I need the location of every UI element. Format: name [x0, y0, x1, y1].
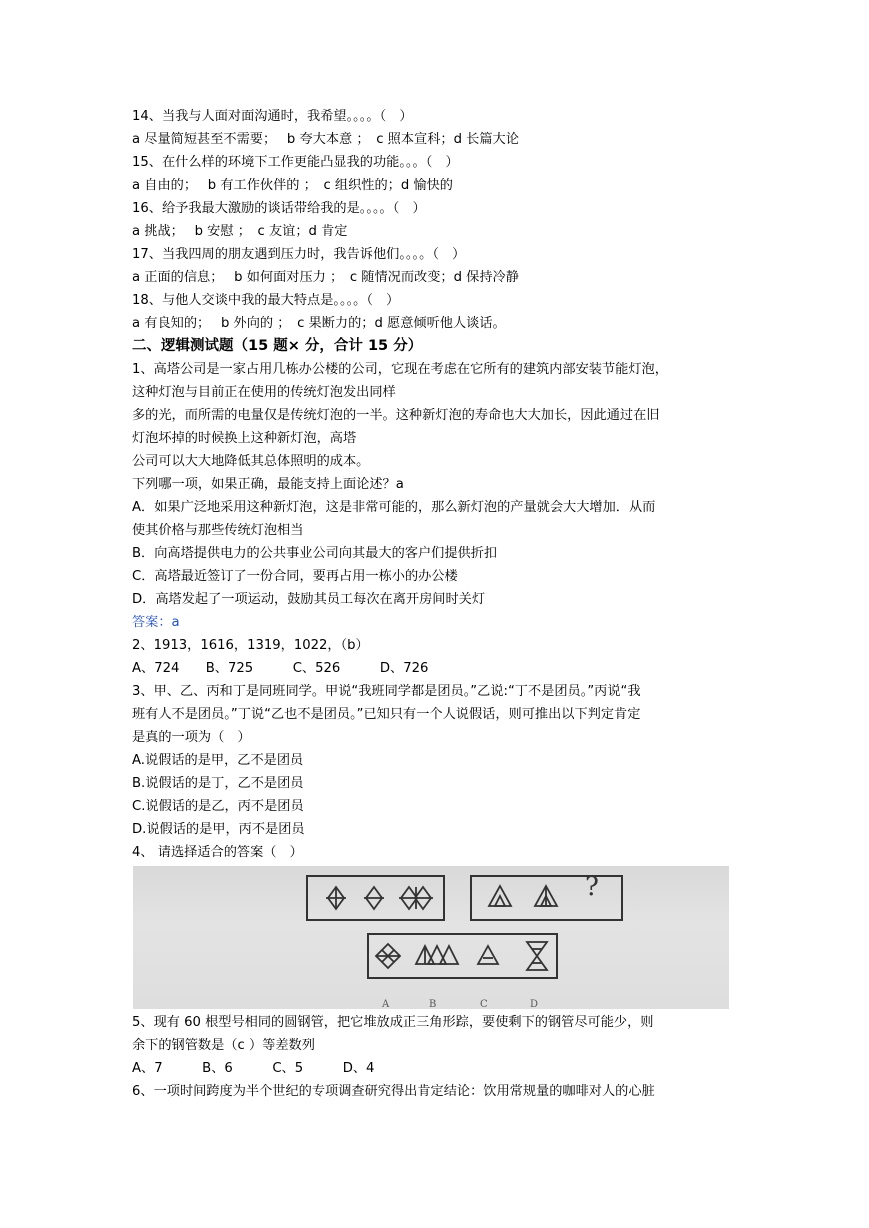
logic-q1-text: 灯泡坏掉的时候换上这种新灯泡，高塔 — [132, 431, 357, 446]
logic-q1-option-a: A．如果广泛地采用这种新灯泡，这是非常可能的，那么新灯泡的产量就会大大增加．从而 — [132, 500, 656, 515]
question-16: 16、给予我最大激励的谈话带给我的是。。。。（ ） — [132, 201, 426, 216]
logic-q3-text: 3、甲、乙、丙和丁是同班同学。甲说“我班同学都是团员。”乙说:“丁不是团员。”丙说“我 — [132, 684, 641, 699]
logic-q3-text: 班有人不是团员。”丁说“乙也不是团员。”已知只有一个人说假话，则可推出以下判定肯定 — [132, 707, 641, 722]
logic-q1-text: 这种灯泡与目前正在使用的传统灯泡发出同样 — [132, 385, 396, 400]
logic-q2: 2、1913，1616，1319，1022，（b） — [132, 638, 369, 653]
logic-q1-text: 多的光，而所需的电量仅是传统灯泡的一半。这种新灯泡的寿命也大大加长，因此通过在旧 — [132, 408, 660, 423]
question-18: 18、与他人交谈中我的最大特点是。。。。（ ） — [132, 293, 400, 308]
puzzle-option-label: B — [429, 999, 437, 1009]
logic-q4: 4、 请选择适合的答案（ ） — [132, 845, 303, 860]
document-page — [132, 105, 742, 1103]
question-15: 15、在什么样的环境下工作更能凸显我的功能。。。（ ） — [132, 155, 459, 170]
logic-q3-option-c: C.说假话的是乙，丙不是团员 — [132, 799, 304, 814]
logic-q1-answer: 答案：a — [132, 615, 180, 630]
logic-q5-options: A、7 B、6 C、5 D、4 — [132, 1061, 375, 1076]
logic-q5-text: 5、现有 60 根型号相同的圆钢管，把它堆放成正三角形踪，要使剩下的钢管尽可能少，则 — [132, 1015, 654, 1030]
pattern-puzzle-figure — [133, 866, 729, 1009]
logic-q3-option-a: A.说假话的是甲，乙不是团员 — [132, 753, 304, 768]
question-17: 17、当我四周的朋友遇到压力时，我告诉他们。。。。（ ） — [132, 247, 466, 262]
logic-q1-option-a: 使其价格与那些传统灯泡相当 — [132, 523, 304, 538]
section-heading-logic: 二、逻辑测试题（15 题× 分，合计 15 分） — [132, 338, 423, 354]
logic-q1-text: 公司可以大大地降低其总体照明的成本。 — [132, 454, 370, 469]
logic-q1-text: 1、高塔公司是一家占用几栋办公楼的公司，它现在考虑在它所有的建筑内部安装节能灯泡， — [132, 362, 668, 377]
question-17-options: a 正面的信息； b 如何面对压力 ； c 随情况而改变；d 保持冷静 — [132, 270, 519, 285]
logic-q3-text: 是真的一项为（ ） — [132, 730, 251, 745]
puzzle-option-label: A — [382, 999, 390, 1009]
pattern-puzzle-drawing — [133, 866, 729, 1009]
logic-q2-options: A、724 B、725 C、526 D、726 — [132, 661, 429, 676]
logic-q1-prompt: 下列哪一项，如果正确，最能支持上面论述？a — [132, 477, 404, 492]
question-14-options: a 尽量简短甚至不需要； b 夸大本意 ； c 照本宣科；d 长篇大论 — [132, 132, 519, 147]
logic-q5-text: 余下的钢管数是（c ）等差数列 — [132, 1038, 315, 1053]
logic-q3-option-b: B.说假话的是丁，乙不是团员 — [132, 776, 304, 791]
question-16-options: a 挑战； b 安慰 ； c 友谊；d 肯定 — [132, 224, 348, 239]
logic-q6-text: 6、一项时间跨度为半个世纪的专项调查研究得出肯定结论：饮用常规量的咖啡对人的心脏 — [132, 1084, 655, 1099]
question-14: 14、当我与人面对面沟通时，我希望。。。。（ ） — [132, 109, 413, 124]
puzzle-option-label: D — [530, 999, 539, 1009]
logic-q1-option-c: C．高塔最近签订了一份合同，要再占用一栋小的办公楼 — [132, 569, 458, 584]
logic-q3-option-d: D.说假话的是甲，丙不是团员 — [132, 822, 305, 837]
logic-q1-option-d: D．高塔发起了一项运动，鼓励其员工每次在离开房间时关灯 — [132, 592, 486, 607]
puzzle-option-label: C — [480, 999, 488, 1009]
question-15-options: a 自由的； b 有工作伙伴的 ； c 组织性的；d 愉快的 — [132, 178, 453, 193]
logic-q1-option-b: B．向高塔提供电力的公共事业公司向其最大的客户们提供折扣 — [132, 546, 498, 561]
question-18-options: a 有良知的； b 外向的 ； c 果断力的；d 愿意倾听他人谈话。 — [132, 316, 506, 331]
puzzle-question-mark: ? — [585, 872, 599, 902]
